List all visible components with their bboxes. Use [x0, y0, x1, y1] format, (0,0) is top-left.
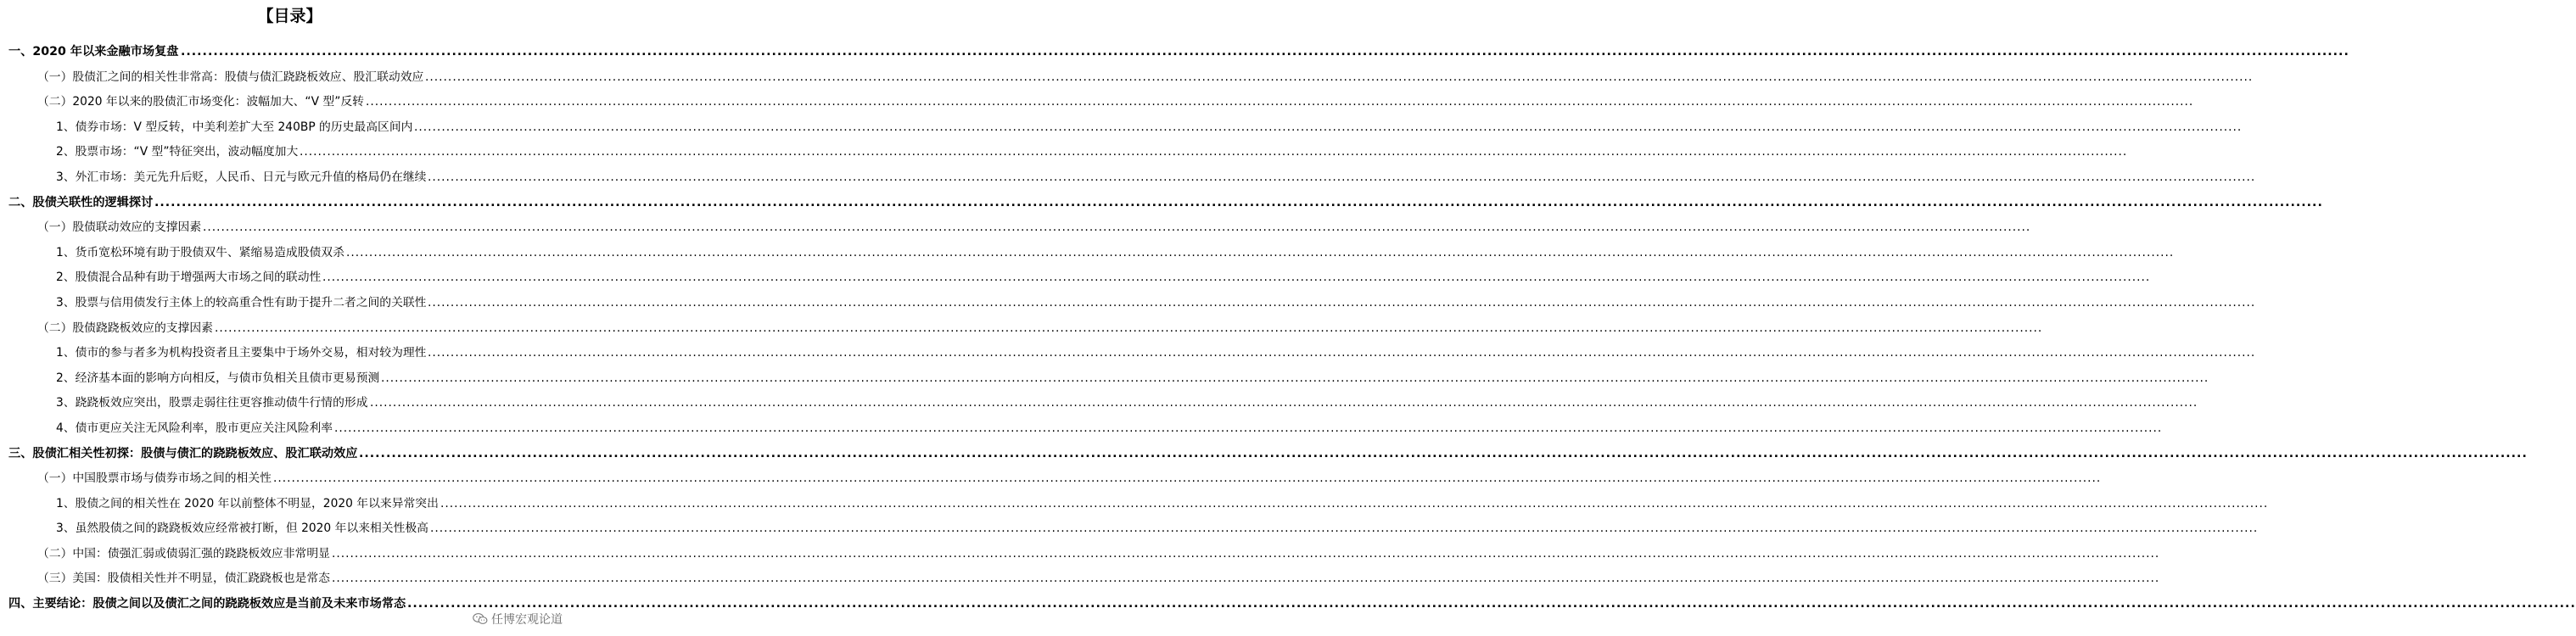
leader-dots: ................................................................................................................................................................................................................................................................................................................................................................................................................: [203, 220, 2031, 235]
toc-entry-level-3[interactable]: [0, 241, 2175, 266]
toc-entry-text: 1、债市的参与者多为机构投资者且主要集中于场外交易，相对较为理性: [56, 346, 427, 360]
toc-entry-level-2[interactable]: [0, 65, 2254, 91]
toc-entry-text: 1、股债之间的相关性在 2020 年以前整体不明显，2020 年以来异常突出: [56, 496, 439, 510]
toc-entry-level-3[interactable]: [0, 140, 2128, 165]
leader-dots: ................................................................................................................................................................................................................................................................................................................................................................................................................: [322, 271, 2151, 285]
toc-entry-text: 四、主要结论：股债之间以及债汇之间的跷跷板效应是当前及未来市场常态: [8, 597, 406, 611]
wechat-icon: [473, 612, 488, 626]
toc-entry-level-2[interactable]: [0, 215, 2031, 241]
toc-entry-text: 一、2020 年以来金融市场复盘: [8, 45, 179, 59]
leader-dots: ................................................................................................................................................................................................................................................................................................................................................................................................................: [425, 70, 2254, 84]
toc-entry-level-2[interactable]: [0, 542, 2160, 567]
leader-dots: ................................................................................................................................................................................................................................................................................................................................................................................................................: [440, 496, 2269, 510]
toc-entry-level-2[interactable]: [0, 466, 2102, 492]
leader-dots: ................................................................................................................................................................................................................................................................................................................................................................................................................: [428, 170, 2256, 184]
leader-dots: ................................................................................................................................................................................................................................................................................................................................................................................................................: [215, 321, 2043, 335]
toc-entry-text: 4、债市更应关注无风险利率，股市更应关注风险利率: [56, 421, 333, 435]
toc-entry-text: 2、股债混合品种有助于增强两大市场之间的联动性: [56, 271, 322, 285]
leader-dots: ................................................................................................................................................................................................................................................................................................................................................................................................................: [273, 471, 2102, 486]
leader-dots: ................................................................................................................................................................................................................................................................................................................................................................................................................: [154, 195, 2323, 209]
leader-dots: ................................................................................................................................................................................................................................................................................................................................................................................................................: [428, 295, 2256, 310]
toc-entry-text: （一）股债联动效应的支撑因素: [37, 220, 202, 235]
toc-entry-text: 3、跷跷板效应突出，股票走弱往往更容推动债牛行情的形成: [56, 396, 368, 410]
leader-dots: ................................................................................................................................................................................................................................................................................................................................................................................................................: [428, 346, 2256, 360]
toc-entry-text: 2、经济基本面的影响方向相反，与债市负相关且债市更易预测: [56, 371, 380, 385]
toc-entry-level-2[interactable]: [0, 566, 2160, 592]
leader-dots: ................................................................................................................................................................................................................................................................................................................................................................................................................: [370, 396, 2198, 410]
toc-entry-level-3[interactable]: [0, 291, 2256, 316]
toc-entry-text: （三）美国：股债相关性并不明显，债汇跷跷板也是常态: [37, 572, 330, 586]
toc-entry-text: （二）中国：债强汇弱或债弱汇强的跷跷板效应非常明显: [37, 546, 330, 561]
watermark-text: 任博宏观论道: [491, 613, 563, 627]
toc-entry-level-1[interactable]: [0, 191, 2323, 216]
leader-dots: ................................................................................................................................................................................................................................................................................................................................................................................................................: [430, 522, 2259, 536]
leader-dots: ................................................................................................................................................................................................................................................................................................................................................................................................................: [366, 95, 2194, 109]
leader-dots: ................................................................................................................................................................................................................................................................................................................................................................................................................: [346, 245, 2175, 259]
toc-entry-text: 二、股债关联性的逻辑探讨: [8, 195, 154, 209]
toc-entry-level-3[interactable]: [0, 341, 2256, 366]
toc-entry-text: 1、货币宽松环境有助于股债双牛、紧缩易造成股债双杀: [56, 245, 344, 259]
toc-entry-text: 3、股票与信用债发行主体上的较高重合性有助于提升二者之间的关联性: [56, 295, 427, 310]
leader-dots: ................................................................................................................................................................................................................................................................................................................................................................................................................: [300, 145, 2128, 159]
toc-entry-level-3[interactable]: [0, 115, 2243, 141]
toc-entry-text: 三、股债汇相关性初探：股债与债汇的跷跷板效应、股汇联动效应: [8, 446, 358, 460]
toc-entry-level-2[interactable]: [0, 316, 2043, 342]
toc-entry-level-1[interactable]: [0, 40, 2349, 65]
toc-entry-level-2[interactable]: [0, 90, 2194, 115]
toc-entry-text: 1、债券市场：V 型反转，中美利差扩大至 240BP 的历史最高区间内: [56, 120, 413, 134]
toc-entry-level-3[interactable]: [0, 165, 2256, 191]
watermark: [473, 611, 563, 628]
toc-entry-text: 3、外汇市场：美元先升后贬，人民币、日元与欧元升值的格局仍在继续: [56, 170, 427, 184]
toc-title: 【目录】: [257, 7, 322, 25]
leader-dots: ................................................................................................................................................................................................................................................................................................................................................................................................................: [332, 572, 2160, 586]
leader-dots: ................................................................................................................................................................................................................................................................................................................................................................................................................: [407, 597, 2576, 611]
toc-entry-level-3[interactable]: [0, 265, 2151, 291]
toc-entry-text: 2、股票市场：“V 型”特征突出，波动幅度加大: [56, 145, 299, 159]
leader-dots: ................................................................................................................................................................................................................................................................................................................................................................................................................: [381, 371, 2209, 385]
toc-entry-level-3[interactable]: [0, 492, 2269, 517]
toc-entry-text: （一）股债汇之间的相关性非常高：股债与债汇跷跷板效应、股汇联动效应: [37, 70, 424, 84]
toc-entry-text: （二）股债跷跷板效应的支撑因素: [37, 321, 213, 335]
table-of-contents: [0, 40, 2576, 617]
leader-dots: ................................................................................................................................................................................................................................................................................................................................................................................................................: [414, 120, 2243, 134]
toc-entry-level-3[interactable]: [0, 516, 2259, 542]
toc-entry-text: 3、虽然股债之间的跷跷板效应经常被打断，但 2020 年以来相关性极高: [56, 522, 428, 536]
leader-dots: ................................................................................................................................................................................................................................................................................................................................................................................................................: [334, 421, 2163, 435]
toc-entry-level-1[interactable]: [0, 442, 2528, 467]
toc-entry-level-3[interactable]: [0, 416, 2163, 442]
leader-dots: ................................................................................................................................................................................................................................................................................................................................................................................................................: [181, 45, 2349, 59]
leader-dots: ................................................................................................................................................................................................................................................................................................................................................................................................................: [359, 446, 2528, 460]
toc-entry-text: （一）中国股票市场与债券市场之间的相关性: [37, 471, 272, 486]
toc-entry-text: （二）2020 年以来的股债汇市场变化：波幅加大、“V 型”反转: [37, 95, 364, 109]
toc-entry-level-3[interactable]: [0, 391, 2198, 416]
leader-dots: ................................................................................................................................................................................................................................................................................................................................................................................................................: [332, 546, 2160, 561]
toc-entry-level-3[interactable]: [0, 366, 2209, 392]
